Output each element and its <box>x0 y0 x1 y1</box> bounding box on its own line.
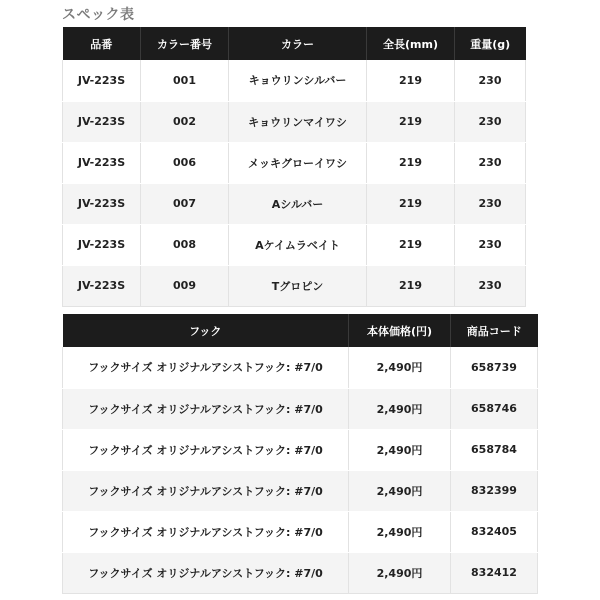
color-number-cell: 008 <box>141 224 229 265</box>
weight-cell: 230 <box>455 101 526 142</box>
header-product-code: 商品コード <box>451 314 538 347</box>
length-cell: 219 <box>367 265 455 306</box>
weight-cell: 230 <box>455 60 526 101</box>
color-number-cell: 009 <box>141 265 229 306</box>
product-number-cell: JV-223S <box>63 101 141 142</box>
color-cell: Aシルバー <box>229 183 367 224</box>
page-title: スペック表 <box>62 7 135 23</box>
header-color-number: カラー番号 <box>141 27 229 60</box>
product-code-cell: 832399 <box>451 470 538 511</box>
table-row <box>63 60 526 101</box>
header-length: 全長(mm) <box>367 27 455 60</box>
length-cell: 219 <box>367 183 455 224</box>
color-number-cell: 006 <box>141 142 229 183</box>
weight-cell: 230 <box>455 224 526 265</box>
price-cell: 2,490円 <box>349 429 451 470</box>
weight-cell: 230 <box>455 183 526 224</box>
hook-cell: フックサイズ オリジナルアシストフック: #7/0 <box>63 347 349 388</box>
product-number-cell: JV-223S <box>63 60 141 101</box>
hook-table <box>62 314 538 594</box>
color-cell: Tグロピン <box>229 265 367 306</box>
color-cell: キョウリンシルバー <box>229 60 367 101</box>
table-row <box>63 388 538 429</box>
color-cell: Aケイムラベイト <box>229 224 367 265</box>
product-code-cell: 832412 <box>451 552 538 593</box>
header-hook: フック <box>63 314 349 347</box>
hook-cell: フックサイズ オリジナルアシストフック: #7/0 <box>63 470 349 511</box>
table-row <box>63 142 526 183</box>
product-number-cell: JV-223S <box>63 183 141 224</box>
price-cell: 2,490円 <box>349 470 451 511</box>
price-cell: 2,490円 <box>349 552 451 593</box>
color-cell: キョウリンマイワシ <box>229 101 367 142</box>
product-number-cell: JV-223S <box>63 142 141 183</box>
hook-cell: フックサイズ オリジナルアシストフック: #7/0 <box>63 552 349 593</box>
product-code-cell: 658784 <box>451 429 538 470</box>
color-number-cell: 002 <box>141 101 229 142</box>
hook-cell: フックサイズ オリジナルアシストフック: #7/0 <box>63 511 349 552</box>
hook-cell: フックサイズ オリジナルアシストフック: #7/0 <box>63 388 349 429</box>
table-row <box>63 511 538 552</box>
price-cell: 2,490円 <box>349 511 451 552</box>
spec-table-header-row <box>63 27 526 60</box>
weight-cell: 230 <box>455 265 526 306</box>
product-code-cell: 658746 <box>451 388 538 429</box>
table-row <box>63 183 526 224</box>
header-price: 本体価格(円) <box>349 314 451 347</box>
color-cell: メッキグローイワシ <box>229 142 367 183</box>
price-cell: 2,490円 <box>349 347 451 388</box>
product-code-cell: 658739 <box>451 347 538 388</box>
spec-table <box>62 27 526 307</box>
length-cell: 219 <box>367 60 455 101</box>
table-row <box>63 224 526 265</box>
hook-table-header-row <box>63 314 538 347</box>
table-row <box>63 552 538 593</box>
price-cell: 2,490円 <box>349 388 451 429</box>
table-row <box>63 347 538 388</box>
length-cell: 219 <box>367 101 455 142</box>
product-code-cell: 832405 <box>451 511 538 552</box>
product-number-cell: JV-223S <box>63 265 141 306</box>
header-color: カラー <box>229 27 367 60</box>
length-cell: 219 <box>367 224 455 265</box>
header-weight: 重量(g) <box>455 27 526 60</box>
table-row <box>63 429 538 470</box>
table-row <box>63 101 526 142</box>
header-product-number: 品番 <box>63 27 141 60</box>
product-number-cell: JV-223S <box>63 224 141 265</box>
length-cell: 219 <box>367 142 455 183</box>
weight-cell: 230 <box>455 142 526 183</box>
color-number-cell: 001 <box>141 60 229 101</box>
table-row <box>63 265 526 306</box>
table-row <box>63 470 538 511</box>
color-number-cell: 007 <box>141 183 229 224</box>
hook-cell: フックサイズ オリジナルアシストフック: #7/0 <box>63 429 349 470</box>
